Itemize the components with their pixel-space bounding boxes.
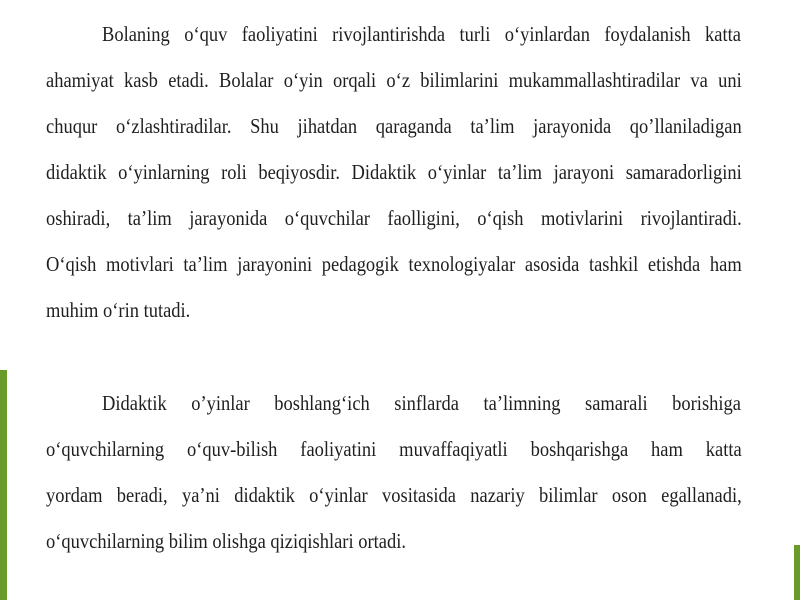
paragraph-1-line-5: oshiradi, ta’lim jarayonida o‘quvchilar faolligini, o‘qish motivlarini rivojlantiradi. (46, 206, 742, 230)
paragraph-1-line-6: O‘qish motivlari ta’lim jarayonini pedagogik texnologiyalar asosida tashkil etishda ham (46, 252, 742, 276)
paragraph-1-line-7: muhim o‘rin tutadi. (46, 298, 191, 322)
paragraph-2-line-2: o‘quvchilarning o‘quv-bilish faoliyatini muvaffaqiyatli boshqarishga ham katta (46, 437, 742, 461)
paragraph-1-line-3: chuqur o‘zlashtiradilar. Shu jihatdan qaraganda ta’lim jarayonida qo’llaniladigan (46, 114, 742, 138)
paragraph-1-line-4: didaktik o‘yinlarning roli beqiyosdir. Didaktik o‘yinlar ta’lim jarayoni samaradorligini (46, 160, 742, 184)
paragraph-2-line-3: yordam beradi, ya’ni didaktik o‘yinlar vositasida nazariy bilimlar oson egallanadi, (46, 483, 742, 507)
paragraph-1-line-1: Bolaning o‘quv faoliyatini rivojlantirishda turli o‘yinlardan foydalanish katta (102, 22, 741, 46)
paragraph-2-line-4: o‘quvchilarning bilim olishga qiziqishlari ortadi. (46, 529, 406, 553)
page-edge-right (794, 545, 800, 600)
page-edge-left (0, 370, 7, 600)
paragraph-1-line-2: ahamiyat kasb etadi. Bolalar o‘yin orqali o‘z bilimlarini mukammallashtiradilar va uni (46, 68, 742, 92)
paragraph-2-line-1: Didaktik o’yinlar boshlang‘ich sinflarda ta’limning samarali borishiga (102, 391, 741, 415)
